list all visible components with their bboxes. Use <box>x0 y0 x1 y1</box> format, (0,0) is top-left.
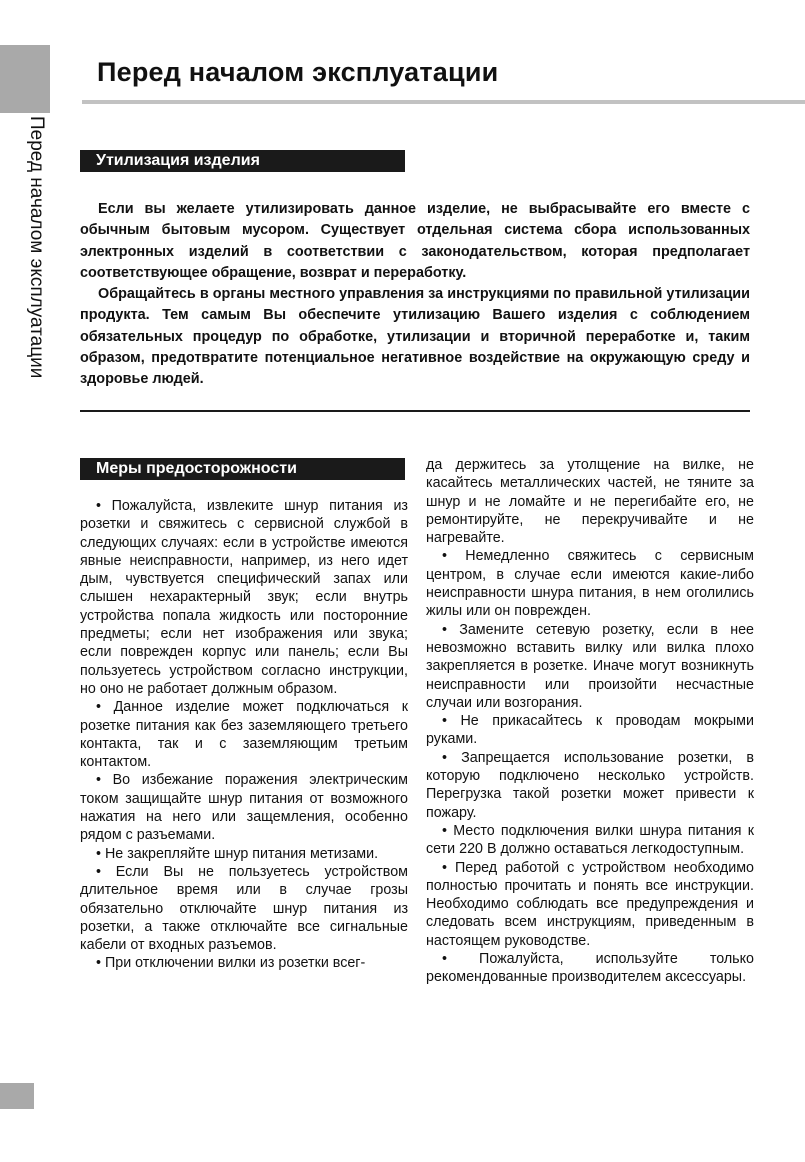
precaution-item: • Перед работой с устройством необходимо полностью прочитать и понять все инструкции. Необходимо соблюдать все предупреждения и следовать всем инструкциям, приведенным в настоящем руководстве. <box>426 859 754 949</box>
section-heading-precautions: Меры предосторожности <box>80 458 405 480</box>
precaution-item: • Данное изделие может подключаться к розетке питания как без заземляющего третьего контакта, так и с заземляющим третьим контактом. <box>80 699 408 771</box>
title-underline <box>82 100 805 104</box>
precaution-item: • Пожалуйста, извлеките шнур питания из розетки и свяжитесь с сервисной службой в следующих случаях: если в устройстве имеются явные неисправности, например, из него идет дым, чувствуется специфический запах или слышен нехарактерный звук; если внутрь устройства попала жидкость или посторонние предметы; если нет изображения или звука; если поврежден корпус или панель; если Вы пользуетесь устройством согласно инструкции, но оно не работает должным образом. <box>80 498 408 697</box>
precaution-item: • Место подключения вилки шнура питания к сети 220 В должно оставаться легкодоступным. <box>426 822 754 858</box>
precaution-item: • Запрещается использование розетки, в которую подключено несколько устройств. Перегрузка такой розетки может привести к пожару. <box>426 749 754 821</box>
section-divider <box>80 410 750 412</box>
precaution-item: • Не прикасайтесь к проводам мокрыми руками. <box>426 713 754 748</box>
disposal-text <box>80 199 750 391</box>
precaution-item: • Если Вы не пользуетесь устройством длительное время или в случае грозы обязательно отключайте шнур питания из розетки, а также отключайте все сигнальные кабели от входных разъемов. <box>80 863 408 954</box>
precautions-right-column <box>426 456 754 987</box>
disposal-paragraph: Если вы желаете утилизировать данное изделие, не выбрасывайте его вместе с обычным бытовым мусором. Существует отдельная система сбора использованных электронных изделий в соответствии с законодательством, которая предполагает соответствующее обращение, возврат и переработку. <box>80 201 750 281</box>
precaution-item: • Не закрепляйте шнур питания метизами. <box>96 845 379 862</box>
precaution-item: • Пожалуйста, используйте только рекомендованные производителем аксессуары. <box>426 951 754 986</box>
precaution-item: • Во избежание поражения электрическим током защищайте шнур питания от возможного нажатия на него или защемления, особенно рядом с разъемами. <box>80 772 408 844</box>
precaution-item: • Немедленно свяжитесь с сервисным центром, в случае если имеются какие-либо неисправности шнура питания, в нем оголились жилы или он поврежден. <box>426 548 754 620</box>
section-heading-disposal: Утилизация изделия <box>80 150 405 172</box>
bottom-tab-marker <box>0 1083 34 1109</box>
page-title: Перед началом эксплуатации <box>97 57 499 87</box>
side-section-label: Перед началом эксплуатации <box>26 116 47 379</box>
precaution-item-continuation: да держитесь за утолщение на вилке, не касайтесь металлических частей, не тяните за шнур и не ломайте и не перегибайте его, не ремонтируйте, не перекручивайте и не нагревайте. <box>426 457 754 547</box>
side-tab-marker <box>0 45 50 113</box>
precaution-item: • Замените сетевую розетку, если в нее невозможно вставить вилку или вилка плохо закрепляется в розетке. Иначе могут возникнуть неисправности или произойти несчастные случаи или возгорания. <box>426 621 754 711</box>
precautions-left-column <box>80 497 408 973</box>
precaution-item: • При отключении вилки из розетки всег- <box>96 955 366 972</box>
disposal-paragraph: Обращайтесь в органы местного управления за инструкциями по правильной утилизации продукта. Тем самым Вы обеспечите утилизацию Вашего изделия с соблюдением обязательных процедур по обработке, утилизации и вторичной переработке и, таким образом, предотвратите потенциальное негативное воздействие на окружающую среду и здоровье людей. <box>80 286 750 388</box>
